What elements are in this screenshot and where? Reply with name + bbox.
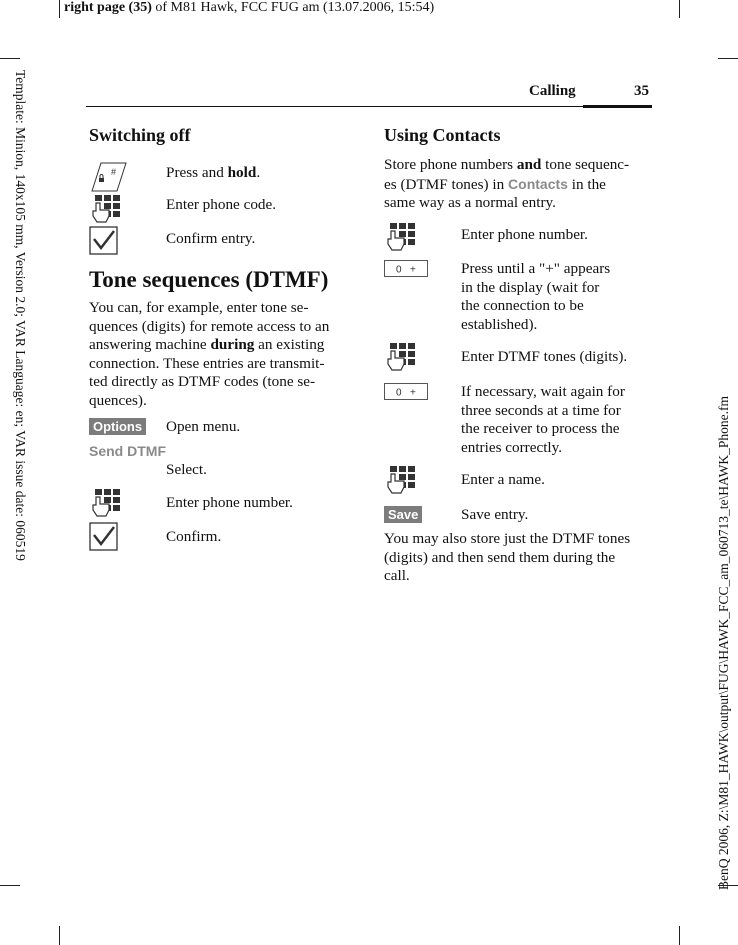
paragraph-line: You may also store just the DTMF tones xyxy=(384,530,631,547)
paragraph-line: (digits) and then send them during the xyxy=(384,548,616,566)
crop-mark xyxy=(718,58,738,59)
paragraph-line: call. xyxy=(384,567,410,585)
contacts-intro xyxy=(384,156,652,213)
keypad-icon xyxy=(89,194,121,224)
zero-key-label: 0 xyxy=(396,264,402,276)
instruction-text: Open menu. xyxy=(166,418,241,435)
instruction-text: Enter phone number. xyxy=(461,226,588,243)
keypad-icon xyxy=(89,488,121,518)
instruction-text: Enter a name. xyxy=(461,471,545,488)
options-softkey[interactable]: Options xyxy=(89,418,146,435)
header-rule-accent xyxy=(583,105,652,108)
zero-plus-key-icon xyxy=(384,383,428,401)
lock-key-icon xyxy=(89,162,127,192)
instruction-text: If necessary, wait again for three seconds at a time for the receiver to process the entries correctly. xyxy=(461,383,625,456)
instruction-text: Enter phone number. xyxy=(166,494,293,511)
checkmark-icon xyxy=(89,522,119,552)
switching-off-title: Switching off xyxy=(89,125,191,145)
paragraph-line: You can, for example, enter tone se- xyxy=(89,299,309,316)
crop-mark xyxy=(0,885,20,886)
left-column xyxy=(89,124,354,564)
keypad-icon xyxy=(384,465,416,495)
header-rule xyxy=(86,106,652,107)
instruction-text: Confirm entry. xyxy=(166,230,256,247)
right-column xyxy=(384,124,652,594)
crop-mark xyxy=(679,926,680,945)
print-info xyxy=(64,0,434,16)
using-contacts-title: Using Contacts xyxy=(384,125,501,145)
template-info: Template: Minion, 140x105 mm, Version 2.0; VAR Language: en; VAR issue date: 060519 xyxy=(13,70,28,561)
file-path-info: BenQ 2006, Z:\M81_HAWK\output\FUG\HAWK_FCC_am_060713_te\HAWK_Phone.fm xyxy=(716,396,731,890)
paragraph-line: connection. These entries are transmit- xyxy=(89,354,325,372)
zero-plus-key-icon xyxy=(384,260,428,278)
crop-mark xyxy=(0,58,20,59)
crop-mark xyxy=(59,926,60,945)
plus-key-label: + xyxy=(410,387,416,399)
zero-key-label: 0 xyxy=(396,387,402,399)
keypad-icon xyxy=(384,342,416,372)
contacts-menu-item[interactable]: Contacts xyxy=(508,175,568,192)
paragraph-line: same way as a normal entry. xyxy=(384,194,556,212)
instruction-text: Enter DTMF tones (digits). xyxy=(461,348,628,365)
paragraph-line: quences (digits) for remote access to an xyxy=(89,317,330,335)
instruction-text: Press and hold. xyxy=(166,164,261,181)
crop-mark xyxy=(679,0,680,18)
plus-key-label: + xyxy=(410,264,416,276)
contacts-outro xyxy=(384,530,652,586)
tone-sequences-title: Tone sequences (DTMF) xyxy=(89,267,329,292)
paragraph-line: es (DTMF tones) in Contacts in the xyxy=(384,175,606,193)
send-dtmf-menu-item[interactable]: Send DTMF xyxy=(89,443,166,459)
print-info-page: right page (35) xyxy=(64,0,152,15)
instruction-text: Select. xyxy=(166,461,207,478)
save-softkey[interactable]: Save xyxy=(384,506,422,523)
paragraph-line: quences). xyxy=(89,391,147,409)
instruction-text: Save entry. xyxy=(461,506,529,523)
instruction-text: Press until a "+" appears in the display (wait for the connection to be established). xyxy=(461,260,611,333)
tone-paragraph xyxy=(89,299,354,411)
paragraph-line: ted directly as DTMF codes (tone se- xyxy=(89,373,316,391)
checkmark-icon xyxy=(89,226,119,256)
print-info-rest: of M81 Hawk, FCC FUG am (13.07.2006, 15:54) xyxy=(151,0,435,15)
running-head: Calling xyxy=(529,83,576,99)
keypad-icon xyxy=(384,222,416,252)
page-number: 35 xyxy=(634,83,649,99)
svg-text:#: # xyxy=(111,167,117,177)
instruction-text: Enter phone code. xyxy=(166,196,277,213)
paragraph-line: answering machine during an existing xyxy=(89,336,325,354)
crop-mark xyxy=(59,0,60,18)
instruction-text: Confirm. xyxy=(166,528,222,545)
paragraph-line: Store phone numbers and tone sequenc- xyxy=(384,156,630,173)
